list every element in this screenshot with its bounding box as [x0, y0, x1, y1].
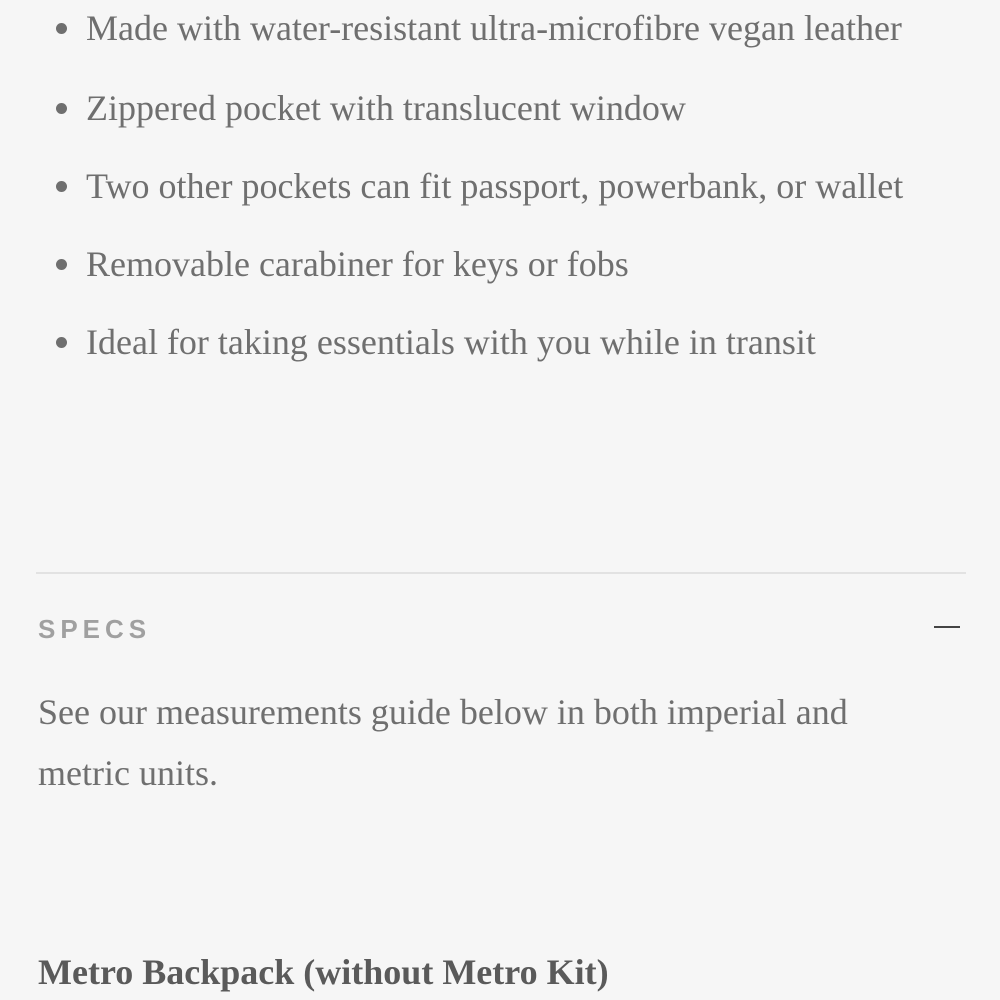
feature-text: Ideal for taking essentials with you while in transit: [86, 322, 816, 362]
specs-title: SPECS: [38, 614, 152, 644]
feature-text: Two other pockets can fit passport, powerbank, or wallet: [86, 166, 904, 206]
feature-item: [0, 312, 1000, 373]
bullet-icon: [56, 181, 67, 192]
bullet-icon: [56, 337, 67, 348]
feature-text: Zippered pocket with translucent window: [86, 88, 686, 128]
feature-list: [0, 0, 1000, 373]
feature-item: [0, 0, 1000, 59]
feature-item: [0, 234, 1000, 295]
minus-icon[interactable]: [934, 626, 960, 628]
feature-text: Removable carabiner for keys or fobs: [86, 244, 629, 284]
feature-text: Made with water-resistant ultra-microfibre vegan leather: [86, 8, 902, 48]
section-divider: [36, 572, 966, 574]
bullet-icon: [56, 103, 67, 114]
specs-description: See our measurements guide below in both imperial and metric units.: [38, 692, 848, 793]
specs-accordion-toggle[interactable]: [36, 606, 966, 652]
bullet-icon: [56, 23, 67, 34]
feature-item: [0, 78, 1000, 139]
product-heading: Metro Backpack (without Metro Kit): [38, 952, 609, 992]
bullet-icon: [56, 259, 67, 270]
feature-item: [0, 156, 1000, 217]
